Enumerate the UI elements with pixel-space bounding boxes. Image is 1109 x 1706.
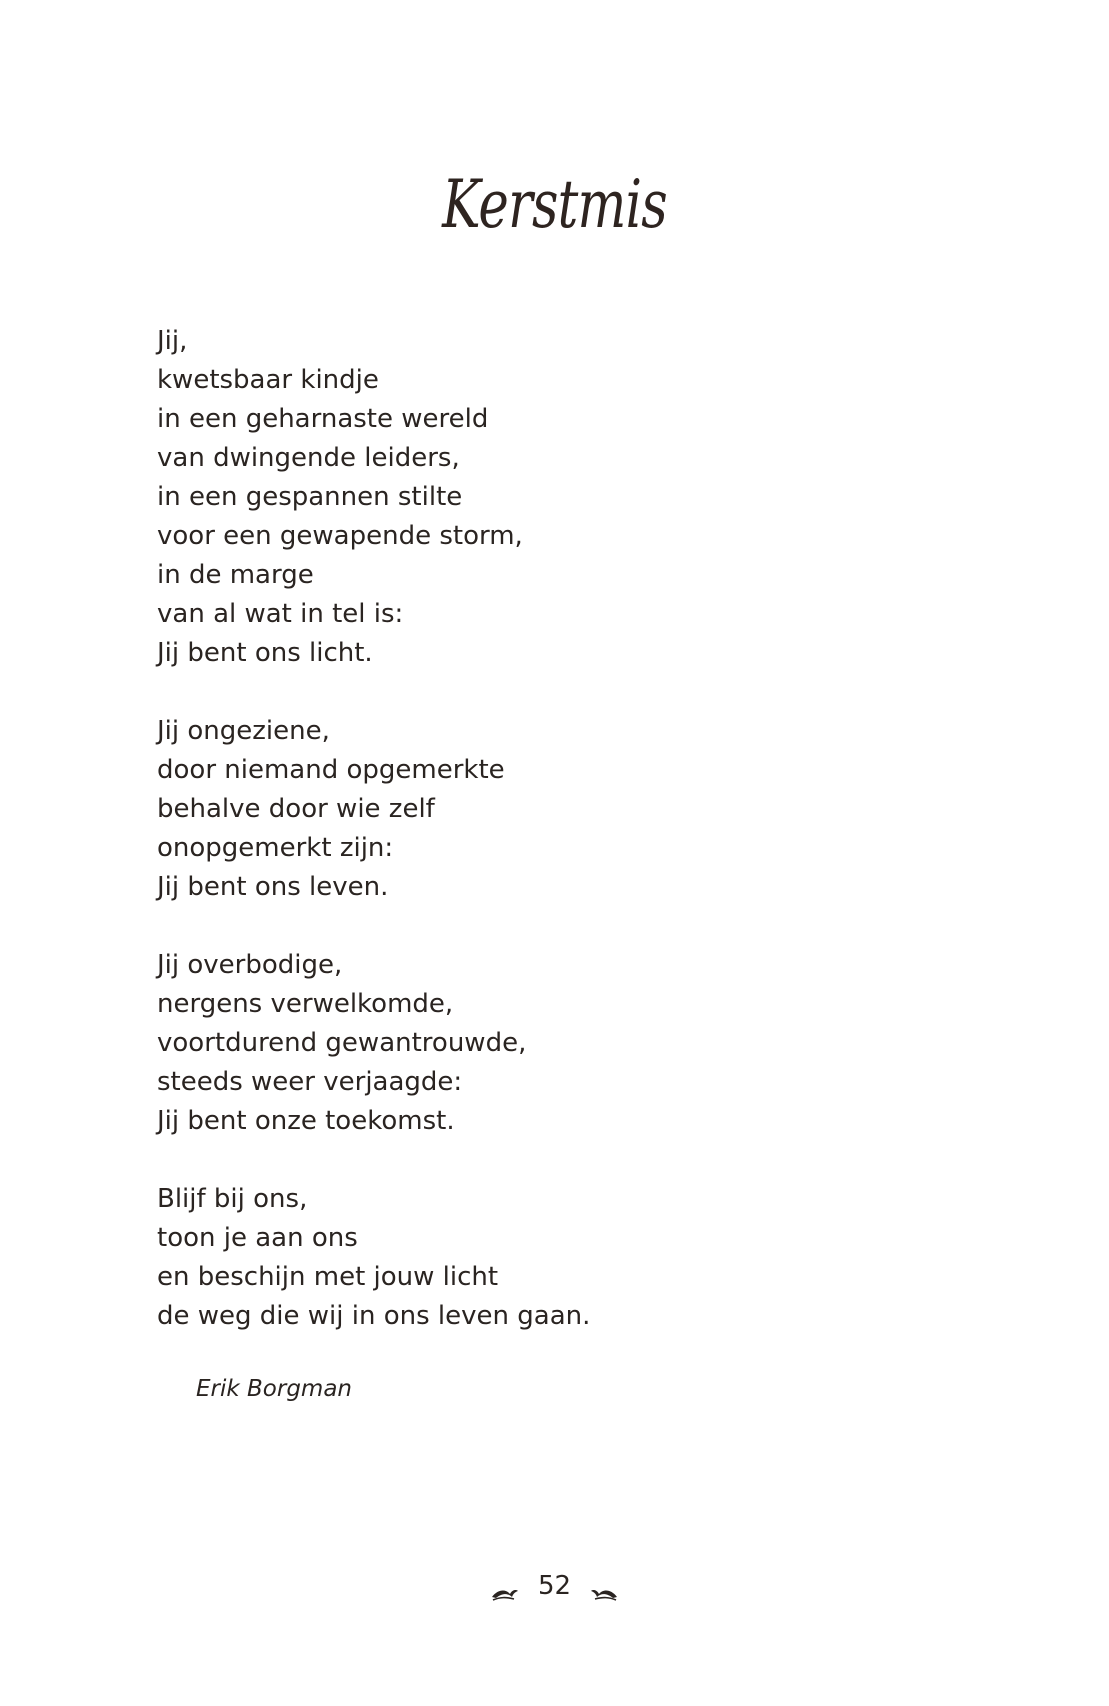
- poem-line: de weg die wij in ons leven gaan.: [157, 1301, 591, 1331]
- page-footer: [0, 1567, 1109, 1604]
- stanza-2: [157, 712, 957, 907]
- poem-line: Jij bent ons licht.: [157, 638, 373, 668]
- poem-line: door niemand opgemerkte: [157, 755, 505, 785]
- poem-line: in een gespannen stilte: [157, 482, 463, 512]
- poem-line: Jij ongeziene,: [157, 716, 330, 746]
- leaf-flourish-right-icon: [589, 1577, 619, 1595]
- stanza-1: [157, 322, 957, 673]
- page-number: 52: [537, 1570, 572, 1601]
- poem-line: steeds weer verjaagde:: [157, 1067, 463, 1097]
- poem-line: Jij overbodige,: [157, 950, 343, 980]
- poem-line: behalve door wie zelf: [157, 794, 435, 824]
- poem-author: Erik Borgman: [196, 1376, 352, 1402]
- poem-line: van al wat in tel is:: [157, 599, 404, 629]
- page-title: Kerstmis: [442, 166, 667, 243]
- poem-line: Jij bent ons leven.: [157, 872, 389, 902]
- leaf-flourish-left-icon: [490, 1577, 520, 1595]
- stanza-4: [157, 1180, 957, 1336]
- poem-line: van dwingende leiders,: [157, 443, 460, 473]
- poem-line: toon je aan ons: [157, 1223, 358, 1253]
- poem-line: kwetsbaar kindje: [157, 365, 379, 395]
- poem-line: en beschijn met jouw licht: [157, 1262, 499, 1292]
- poem-line: in de marge: [157, 560, 314, 590]
- poem-line: Jij,: [157, 326, 188, 356]
- poem-line: voor een gewapende storm,: [157, 521, 523, 551]
- poem-line: onopgemerkt zijn:: [157, 833, 394, 863]
- stanza-3: [157, 946, 957, 1141]
- poem: [157, 322, 957, 1375]
- poem-line: in een geharnaste wereld: [157, 404, 489, 434]
- poem-line: voortdurend gewantrouwde,: [157, 1028, 527, 1058]
- poem-line: Jij bent onze toekomst.: [157, 1106, 455, 1136]
- poem-line: nergens verwelkomde,: [157, 989, 454, 1019]
- poem-line: Blijf bij ons,: [157, 1184, 308, 1214]
